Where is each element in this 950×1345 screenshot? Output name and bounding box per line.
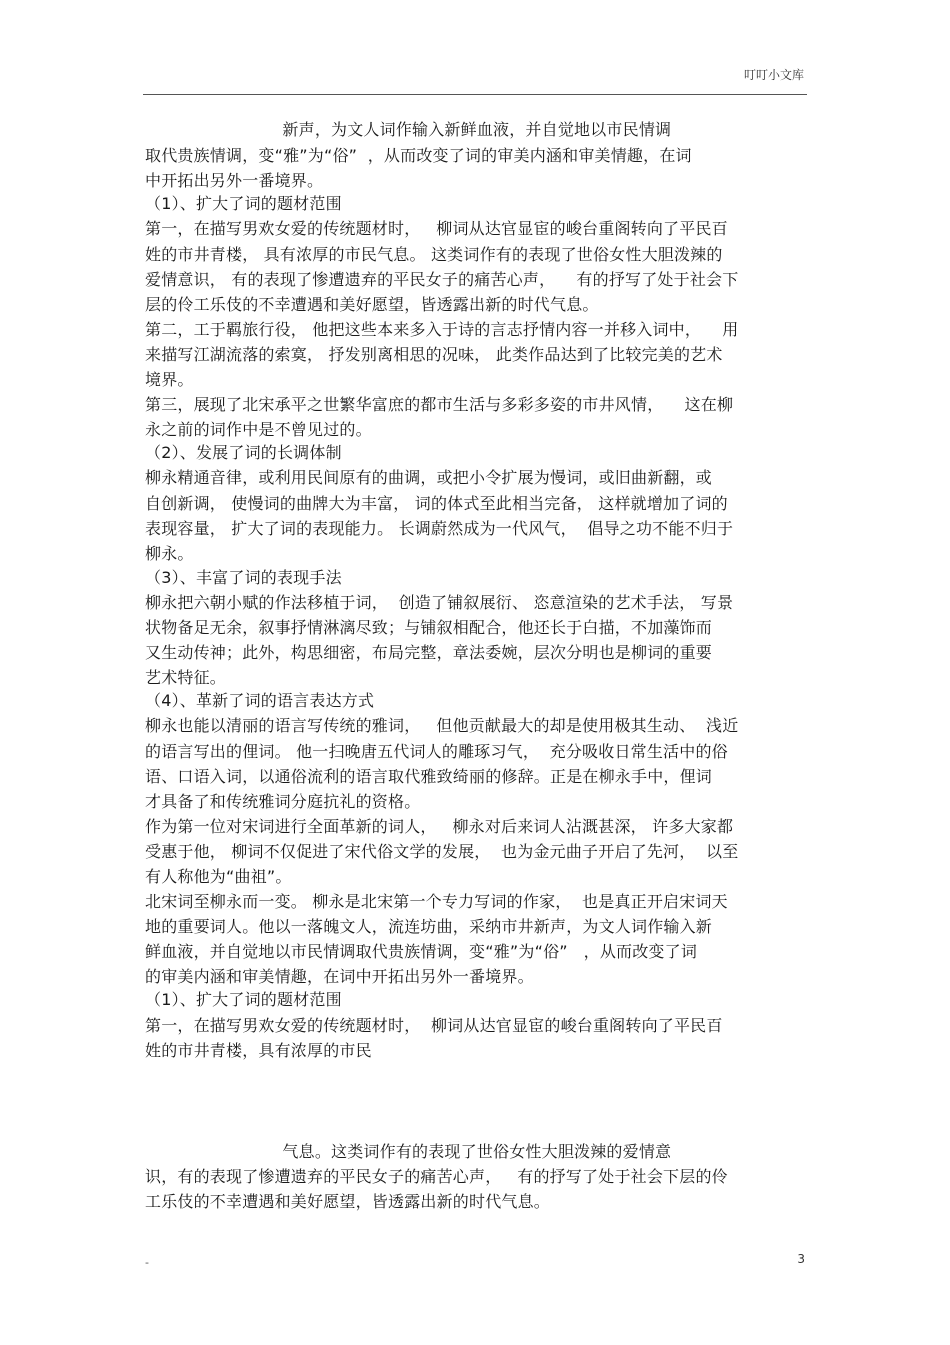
- section-heading: （1）、扩大了词的题材范围: [145, 990, 342, 1009]
- text-line: 才具备了和传统雅词分庭抗礼的资格。: [145, 792, 421, 811]
- header-rule: [143, 94, 807, 95]
- text-line: 来描写江湖流落的索寞， 抒发别离相思的况味， 此类作品达到了比较完美的艺术: [145, 345, 723, 364]
- text-line: 爱情意识， 有的表现了惨遭遗弃的平民女子的痛苦心声， 有的抒写了处于社会下: [145, 270, 739, 289]
- text-line: 鲜血液，并自觉地以市民情调取代贵族情调，变“雅”为“俗” ，从而改变了词: [145, 942, 698, 961]
- section-heading: （3）、丰富了词的表现手法: [145, 568, 342, 587]
- text-line: 识，有的表现了惨遭遗弃的平民女子的痛苦心声， 有的抒写了处于社会下层的伶: [145, 1167, 728, 1186]
- text-line: 第三，展现了北宋承平之世繁华富庶的都市生活与多彩多姿的市井风情， 这在柳: [145, 395, 734, 414]
- text-line: 有人称他为“曲祖”。: [145, 867, 292, 886]
- text-line: 表现容量， 扩大了词的表现能力。 长调蔚然成为一代风气， 倡导之功不能不归于: [145, 519, 734, 538]
- text-line: 中开拓出另外一番境界。: [145, 171, 324, 190]
- page-number: 3: [797, 1252, 805, 1266]
- text-line: 第一，在描写男欢女爱的传统题材时， 柳词从达官显宦的峻台重阁转向了平民百: [145, 1016, 723, 1035]
- text-line: 的审美内涵和审美情趣，在词中开拓出另外一番境界。: [145, 967, 534, 986]
- text-line: 柳永也能以清丽的语言写传统的雅词， 但他贡献最大的却是使用极其生动、 浅近: [145, 716, 739, 735]
- text-line: 艺术特征。: [145, 668, 227, 687]
- text-line: 的语言写出的俚词。 他一扫晚唐五代词人的雕琢习气， 充分吸收日常生活中的俗: [145, 742, 728, 761]
- text-line: 北宋词至柳永而一变。 柳永是北宋第一个专力写词的作家， 也是真正开启宋词天: [145, 892, 728, 911]
- text-line: 作为第一位对宋词进行全面革新的词人， 柳永对后来词人沾溉甚深， 许多大家都: [145, 817, 734, 836]
- text-line: 柳永。: [145, 544, 194, 563]
- text-line: 柳永把六朝小赋的作法移植于词， 创造了铺叙展衍、 恣意渲染的艺术手法， 写景: [145, 593, 734, 612]
- text-line: 姓的市井青楼，具有浓厚的市民: [145, 1041, 372, 1060]
- text-line: 新声，为文人词作输入新鲜血液，并自觉地以市民情调: [145, 120, 672, 139]
- text-line: 受惠于他， 柳词不仅促进了宋代俗文学的发展， 也为金元曲子开启了先河， 以至: [145, 842, 739, 861]
- text-line: 气息。这类词作有的表现了世俗女性大胆泼辣的爱情意: [145, 1142, 672, 1161]
- text-line: 地的重要词人。他以一落魄文人，流连坊曲，采纳市井新声，为文人词作输入新: [145, 917, 713, 936]
- section-heading: （2）、发展了词的长调体制: [145, 443, 342, 462]
- text-line: 姓的市井青楼， 具有浓厚的市民气息。 这类词作有的表现了世俗女性大胆泼辣的: [145, 245, 723, 264]
- section-heading: （4）、革新了词的语言表达方式: [145, 691, 375, 710]
- text-line: 状物备足无余，叙事抒情淋漓尽致；与铺叙相配合，他还长于白描，不加藻饰而: [145, 618, 713, 637]
- text-line: 层的伶工乐伎的不幸遭遇和美好愿望，皆透露出新的时代气息。: [145, 295, 599, 314]
- text-line: 第一，在描写男欢女爱的传统题材时， 柳词从达官显宦的峻台重阁转向了平民百: [145, 219, 728, 238]
- text-line: 境界。: [145, 370, 194, 389]
- text-line: 第二，工于羁旅行役， 他把这些本来多入于诗的言志抒情内容一并移入词中， 用: [145, 320, 739, 339]
- text-line: 永之前的词作中是不曾见过的。: [145, 420, 372, 439]
- text-line: 工乐伎的不幸遭遇和美好愿望，皆透露出新的时代气息。: [145, 1192, 551, 1211]
- text-line: 柳永精通音律，或利用民间原有的曲调，或把小令扩展为慢词，或旧曲新翻，或: [145, 468, 713, 487]
- footer-dash: -: [145, 1256, 149, 1269]
- text-line: 又生动传神；此外，构思细密，布局完整，章法委婉，层次分明也是柳词的重要: [145, 643, 713, 662]
- text-line: 自创新调， 使慢词的曲牌大为丰富， 词的体式至此相当完备， 这样就增加了词的: [145, 494, 728, 513]
- section-heading: （1）、扩大了词的题材范围: [145, 194, 342, 213]
- text-line: 取代贵族情调，变“雅”为“俗” ，从而改变了词的审美内涵和审美情趣，在词: [145, 146, 692, 165]
- header-label: 叮叮小文库: [743, 68, 804, 82]
- text-line: 语、口语入词，以通俗流利的语言取代雅致绮丽的修辞。正是在柳永手中，俚词: [145, 767, 713, 786]
